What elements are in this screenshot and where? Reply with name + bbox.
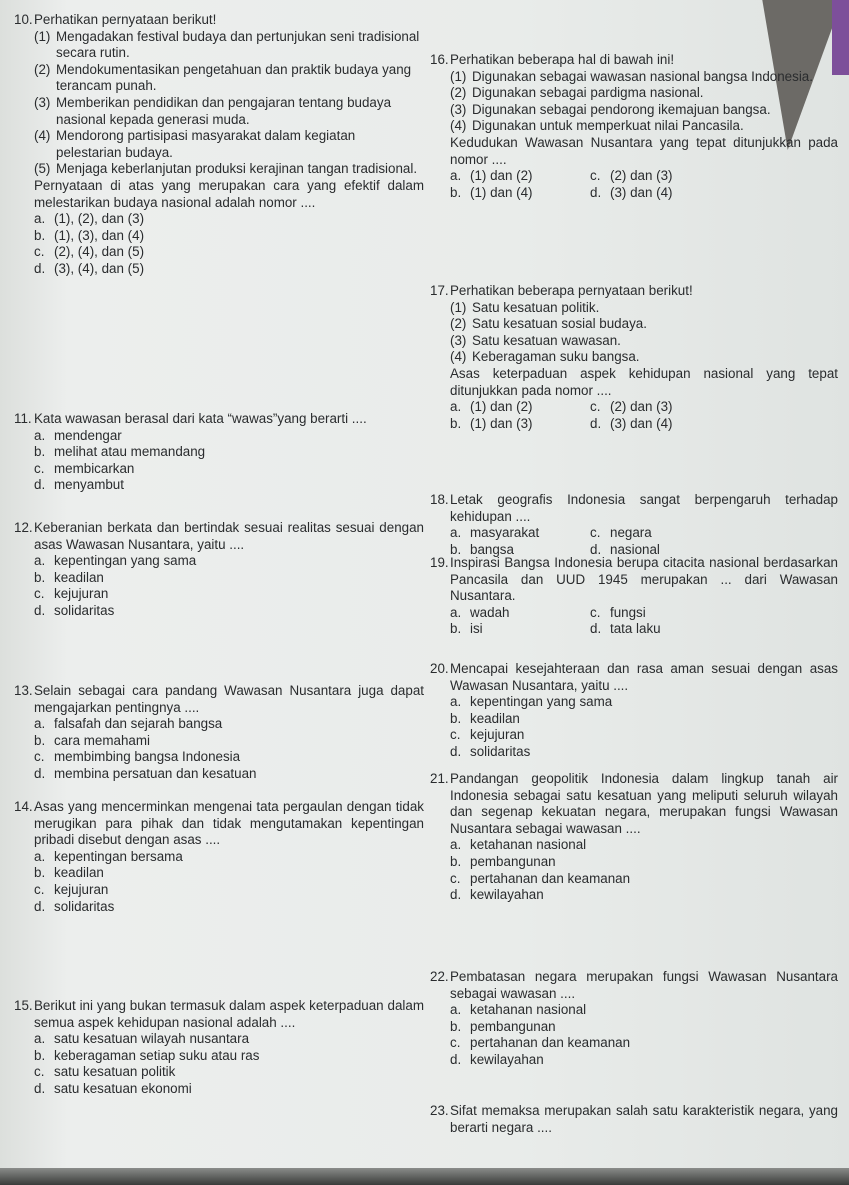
answer-option-a[interactable] — [34, 211, 424, 228]
question-number: 16. — [430, 52, 449, 67]
option-label: a. — [450, 1002, 462, 1018]
option-text: (1) dan (2) — [470, 168, 533, 184]
option-label: b. — [450, 184, 462, 200]
answer-options — [34, 716, 424, 782]
statement-item — [450, 349, 838, 366]
option-label: d. — [450, 1051, 462, 1067]
option-text: keadilan — [54, 865, 104, 881]
question-stem: Mencapai kesejahteraan dan rasa aman sesuai dengan asas Wawasan Nusantara, yaitu .... — [450, 661, 838, 693]
option-text: solidaritas — [54, 602, 115, 618]
answer-option-a[interactable] — [34, 428, 424, 445]
answer-options — [34, 849, 424, 915]
page-bottom-edge — [0, 1168, 849, 1185]
question-body — [34, 998, 424, 1098]
question-number: 23. — [430, 1103, 449, 1118]
statement-text: Mendorong partisipasi masyarakat dalam kegiatan pelestarian budaya. — [56, 128, 356, 160]
statement-label: (5) — [34, 161, 51, 177]
answer-options — [450, 837, 838, 903]
option-text: (2) dan (3) — [610, 168, 673, 184]
answer-option-d[interactable] — [590, 621, 838, 638]
option-label: d. — [34, 602, 46, 618]
answer-option-b[interactable] — [450, 1019, 838, 1036]
statement-text: Digunakan untuk memperkuat nilai Pancasila. — [472, 118, 744, 134]
answer-option-a[interactable] — [450, 694, 838, 711]
answer-option-d[interactable] — [450, 744, 838, 761]
question-body — [450, 555, 838, 638]
option-label: d. — [34, 898, 46, 914]
option-label: c. — [34, 460, 45, 476]
question-12 — [14, 520, 424, 620]
answer-option-d[interactable] — [590, 416, 838, 433]
option-text: keadilan — [470, 710, 520, 726]
question-number: 13. — [14, 683, 33, 698]
question-number: 15. — [14, 998, 33, 1013]
question-stem: Sifat memaksa merupakan salah satu karakteristik negara, yang berarti negara .... — [450, 1103, 838, 1135]
option-text: kejujuran — [54, 586, 109, 602]
statement-label: (4) — [450, 349, 467, 365]
option-text: satu kesatuan politik — [54, 1064, 176, 1080]
option-text: (1), (2), dan (3) — [54, 211, 145, 227]
statement-text: Keberagaman suku bangsa. — [472, 349, 640, 365]
option-text: fungsi — [610, 604, 646, 620]
option-label: b. — [450, 710, 462, 726]
option-text: (1) dan (3) — [470, 415, 533, 431]
answer-option-b[interactable] — [34, 444, 424, 461]
question-11 — [14, 411, 424, 494]
option-label: a. — [34, 553, 46, 569]
question-stem: Letak geografis Indonesia sangat berpengaruh terhadap kehidupan .... — [450, 492, 838, 524]
statement-item — [450, 118, 838, 135]
option-label: c. — [34, 881, 45, 897]
answer-option-d[interactable] — [34, 899, 424, 916]
statement-label: (2) — [34, 61, 51, 77]
statement-text: Mendokumentasikan pengetahuan dan praktik budaya yang terancam punah. — [56, 61, 412, 94]
question-body — [450, 969, 838, 1069]
option-text: kejujuran — [470, 727, 525, 743]
answer-option-a[interactable] — [450, 605, 590, 622]
statement-text: Digunakan sebagai pendorong ikemajuan bangsa. — [472, 101, 771, 117]
question-number: 20. — [430, 661, 449, 676]
question-number: 17. — [430, 283, 449, 298]
answer-option-b[interactable] — [34, 865, 424, 882]
answer-options — [34, 1031, 424, 1097]
option-text: membicarkan — [54, 460, 135, 476]
question-prompt: Asas keterpaduan aspek kehidupan nasional yang tepat ditunjukkan pada nomor .... — [450, 365, 838, 398]
option-label: c. — [34, 586, 45, 602]
question-10 — [14, 12, 424, 278]
question-14 — [14, 799, 424, 915]
answer-option-b[interactable] — [450, 854, 838, 871]
question-23 — [430, 1103, 838, 1136]
statement-item — [34, 62, 424, 95]
option-label: c. — [450, 1035, 461, 1051]
option-text: (3), (4), dan (5) — [54, 260, 145, 276]
option-label: a. — [450, 168, 462, 184]
option-text: (1), (3), dan (4) — [54, 227, 145, 243]
question-body — [34, 411, 424, 494]
option-label: c. — [590, 525, 601, 541]
option-text: kejujuran — [54, 881, 109, 897]
option-text: ketahanan nasional — [470, 1002, 587, 1018]
answer-option-c[interactable] — [34, 882, 424, 899]
option-label: d. — [34, 477, 46, 493]
question-stem: Pandangan geopolitik Indonesia dalam lingkup tanah air Indonesia sebagai satu kesatuan yang meliputi seluruh wilayah dan segenap kekuatan negara, merupakan fungsi Wawasan Nusantara sebagai wawasan .... — [450, 771, 838, 836]
answer-option-c[interactable] — [590, 605, 838, 622]
statement-item — [450, 300, 838, 317]
answer-option-d[interactable] — [34, 477, 424, 494]
statement-label: (2) — [450, 85, 467, 101]
option-label: b. — [34, 1047, 46, 1063]
answer-option-b[interactable] — [450, 185, 590, 202]
question-body — [34, 799, 424, 915]
option-label: a. — [450, 837, 462, 853]
answer-options — [34, 211, 424, 277]
option-label: c. — [450, 727, 461, 743]
statement-text: Menjaga keberlanjutan produksi kerajinan tangan tradisional. — [56, 161, 418, 177]
question-body — [450, 771, 838, 904]
option-label: b. — [34, 227, 46, 243]
statement-label: (2) — [450, 316, 467, 332]
option-label: c. — [34, 749, 45, 765]
option-text: keberagaman setiap suku atau ras — [54, 1047, 260, 1063]
option-label: b. — [450, 853, 462, 869]
answer-option-a[interactable] — [34, 716, 424, 733]
option-label: d. — [590, 184, 602, 200]
answer-option-d[interactable] — [34, 261, 424, 278]
question-body — [34, 683, 424, 783]
question-stem: Selain sebagai cara pandang Wawasan Nusantara juga dapat mengajarkan pentingnya .... — [34, 683, 424, 715]
option-text: membina persatuan dan kesatuan — [54, 765, 257, 781]
option-text: solidaritas — [54, 898, 115, 914]
option-text: pertahanan dan keamanan — [470, 1035, 631, 1051]
statement-label: (3) — [450, 332, 467, 348]
answer-option-a[interactable] — [450, 525, 590, 542]
option-text: (2), (4), dan (5) — [54, 244, 145, 260]
question-stem: Perhatikan beberapa pernyataan berikut! — [450, 283, 693, 298]
question-number: 21. — [430, 771, 449, 786]
option-text: satu kesatuan wilayah nusantara — [54, 1031, 250, 1047]
question-18 — [430, 492, 838, 558]
option-label: b. — [450, 1018, 462, 1034]
answer-option-c[interactable] — [34, 586, 424, 603]
option-text: membimbing bangsa Indonesia — [54, 749, 241, 765]
option-text: satu kesatuan ekonomi — [54, 1080, 192, 1096]
option-text: isi — [470, 621, 483, 637]
option-label: d. — [590, 541, 602, 557]
question-number: 11. — [14, 411, 32, 426]
option-text: melihat atau memandang — [54, 444, 206, 460]
option-text: wadah — [470, 604, 510, 620]
answer-option-c[interactable] — [590, 399, 838, 416]
question-stem: Pembatasan negara merupakan fungsi Wawasan Nusantara sebagai wawasan .... — [450, 969, 838, 1001]
option-text: kepentingan yang sama — [54, 553, 197, 569]
question-number: 10. — [14, 12, 33, 27]
option-label: c. — [590, 399, 601, 415]
option-label: b. — [34, 444, 46, 460]
answer-options — [450, 694, 838, 760]
option-text: pembangunan — [470, 853, 556, 869]
question-21 — [430, 771, 838, 904]
answer-option-d[interactable] — [34, 1081, 424, 1098]
statement-item — [34, 128, 424, 161]
question-16 — [430, 52, 838, 201]
answer-option-c[interactable] — [450, 1035, 838, 1052]
option-label: a. — [450, 399, 462, 415]
question-17 — [430, 283, 838, 432]
statement-label: (4) — [34, 128, 51, 144]
option-text: (2) dan (3) — [610, 399, 673, 415]
statement-text: Satu kesatuan politik. — [472, 299, 600, 315]
answer-option-a[interactable] — [450, 1002, 838, 1019]
option-label: b. — [450, 621, 462, 637]
statement-item — [450, 85, 838, 102]
answer-option-a[interactable] — [34, 849, 424, 866]
question-19 — [430, 555, 838, 638]
statement-label: (1) — [34, 28, 51, 44]
question-body — [450, 492, 838, 558]
statement-item — [450, 102, 838, 119]
statement-item — [450, 333, 838, 350]
answer-options — [450, 525, 838, 558]
statement-text: Satu kesatuan wawasan. — [472, 332, 621, 348]
option-text: negara — [610, 525, 652, 541]
answer-option-b[interactable] — [450, 621, 590, 638]
option-text: bangsa — [470, 541, 514, 557]
option-label: d. — [450, 887, 462, 903]
option-label: d. — [34, 260, 46, 276]
option-label: d. — [34, 765, 46, 781]
question-body — [34, 12, 424, 278]
option-label: b. — [450, 541, 462, 557]
question-body — [450, 52, 838, 201]
option-label: d. — [590, 621, 602, 637]
answer-option-c[interactable] — [34, 461, 424, 478]
option-label: b. — [34, 569, 46, 585]
answer-options — [34, 553, 424, 619]
option-label: d. — [590, 415, 602, 431]
option-text: falsafah dan sejarah bangsa — [54, 716, 223, 732]
answer-option-c[interactable] — [450, 727, 838, 744]
answer-option-d[interactable] — [34, 766, 424, 783]
option-label: a. — [34, 716, 46, 732]
answer-options — [450, 1002, 838, 1068]
option-label: d. — [450, 743, 462, 759]
question-prompt: Kedudukan Wawasan Nusantara yang tepat ditunjukkan pada nomor .... — [450, 134, 838, 167]
option-text: keadilan — [54, 569, 104, 585]
question-stem: Inspirasi Bangsa Indonesia berupa citacita nasional berdasarkan Pancasila dan UUD 1945 merupakan ... dari Wawasan Nusantara. — [450, 555, 838, 604]
question-number: 18. — [430, 492, 449, 507]
option-label: a. — [450, 525, 462, 541]
question-body — [450, 1103, 838, 1136]
option-text: menyambut — [54, 477, 124, 493]
option-text: kepentingan yang sama — [470, 694, 613, 710]
option-text: (3) dan (4) — [610, 184, 673, 200]
option-label: b. — [34, 732, 46, 748]
option-label: b. — [450, 415, 462, 431]
question-13 — [14, 683, 424, 783]
option-text: pembangunan — [470, 1018, 556, 1034]
answer-option-a[interactable] — [450, 837, 838, 854]
question-number: 12. — [14, 520, 33, 535]
statement-item — [34, 161, 424, 178]
option-label: a. — [34, 1031, 46, 1047]
option-text: pertahanan dan keamanan — [470, 870, 631, 886]
option-text: mendengar — [54, 427, 122, 443]
option-label: c. — [450, 870, 461, 886]
option-label: d. — [34, 1080, 46, 1096]
statement-text: Digunakan sebagai wawasan nasional bangsa Indonesia. — [472, 68, 813, 84]
option-text: tata laku — [610, 621, 661, 637]
option-label: a. — [34, 427, 46, 443]
answer-option-c[interactable] — [590, 525, 838, 542]
answer-option-d[interactable] — [450, 1052, 838, 1069]
answer-options — [450, 399, 838, 432]
question-20 — [430, 661, 838, 761]
statement-label: (1) — [450, 299, 467, 315]
answer-option-d[interactable] — [590, 185, 838, 202]
option-label: c. — [590, 168, 601, 184]
question-stem: Asas yang mencerminkan mengenai tata pergaulan dengan tidak merugikan para pihak dan tidak mengutamakan kepentingan pribadi disebut dengan asas .... — [34, 799, 424, 848]
answer-option-c[interactable] — [34, 749, 424, 766]
option-text: ketahanan nasional — [470, 837, 587, 853]
question-22 — [430, 969, 838, 1069]
option-text: kewilayahan — [470, 1051, 544, 1067]
answer-option-c[interactable] — [450, 871, 838, 888]
option-text: (1) dan (2) — [470, 399, 533, 415]
option-label: c. — [34, 244, 45, 260]
statement-item — [34, 29, 424, 62]
statement-label: (3) — [34, 94, 51, 110]
option-label: a. — [450, 604, 462, 620]
answer-options — [34, 428, 424, 494]
statement-text: Digunakan sebagai pardigma nasional. — [472, 85, 704, 101]
question-body — [34, 520, 424, 620]
answer-option-d[interactable] — [450, 887, 838, 904]
answer-option-b[interactable] — [450, 711, 838, 728]
statement-item — [34, 95, 424, 128]
answer-options — [450, 605, 838, 638]
option-text: masyarakat — [470, 525, 540, 541]
answer-option-c[interactable] — [34, 1064, 424, 1081]
option-label: b. — [34, 865, 46, 881]
answer-option-b[interactable] — [34, 570, 424, 587]
statement-text: Satu kesatuan sosial budaya. — [472, 316, 647, 332]
answer-option-c[interactable] — [34, 244, 424, 261]
question-stem: Kata wawasan berasal dari kata “wawas”yang berarti .... — [34, 411, 367, 426]
answer-option-a[interactable] — [34, 553, 424, 570]
question-stem: Perhatikan beberapa hal di bawah ini! — [450, 52, 675, 67]
option-label: c. — [34, 1064, 45, 1080]
option-text: kewilayahan — [470, 887, 544, 903]
question-number: 22. — [430, 969, 449, 984]
question-stem: Keberanian berkata dan bertindak sesuai realitas sesuai dengan asas Wawasan Nusantara, yaitu .... — [34, 520, 424, 552]
option-label: a. — [34, 211, 46, 227]
question-body — [450, 661, 838, 761]
answer-option-a[interactable] — [450, 399, 590, 416]
answer-option-a[interactable] — [450, 168, 590, 185]
option-text: (3) dan (4) — [610, 415, 673, 431]
answer-options — [450, 168, 838, 201]
answer-option-b[interactable] — [34, 228, 424, 245]
question-stem: Perhatikan pernyataan berikut! — [34, 12, 217, 27]
question-15 — [14, 998, 424, 1098]
option-text: nasional — [610, 541, 660, 557]
question-stem: Berikut ini yang bukan termasuk dalam aspek keterpaduan dalam semua aspek kehidupan nasional adalah .... — [34, 998, 424, 1030]
option-label: a. — [450, 694, 462, 710]
statement-item — [450, 316, 838, 333]
option-text: kepentingan bersama — [54, 848, 183, 864]
answer-option-d[interactable] — [34, 603, 424, 620]
statement-label: (4) — [450, 118, 467, 134]
statement-text: Mengadakan festival budaya dan pertunjukan seni tradisional secara rutin. — [56, 28, 420, 61]
option-label: a. — [34, 848, 46, 864]
answer-option-b[interactable] — [450, 416, 590, 433]
statement-label: (3) — [450, 101, 467, 117]
statement-item — [450, 69, 838, 86]
question-number: 19. — [430, 555, 449, 570]
option-text: cara memahami — [54, 732, 150, 748]
answer-option-b[interactable] — [34, 733, 424, 750]
answer-option-b[interactable] — [34, 1048, 424, 1065]
question-body — [450, 283, 838, 432]
statement-label: (1) — [450, 68, 467, 84]
option-text: (1) dan (4) — [470, 184, 533, 200]
statement-text: Memberikan pendidikan dan pengajaran tentang budaya nasional kepada generasi muda. — [56, 94, 392, 127]
answer-option-c[interactable] — [590, 168, 838, 185]
answer-option-a[interactable] — [34, 1031, 424, 1048]
question-number: 14. — [14, 799, 33, 814]
option-label: c. — [590, 604, 601, 620]
option-text: solidaritas — [470, 743, 531, 759]
question-prompt: Pernyataan di atas yang merupakan cara yang efektif dalam melestarikan budaya nasional adalah nomor .... — [34, 177, 424, 210]
